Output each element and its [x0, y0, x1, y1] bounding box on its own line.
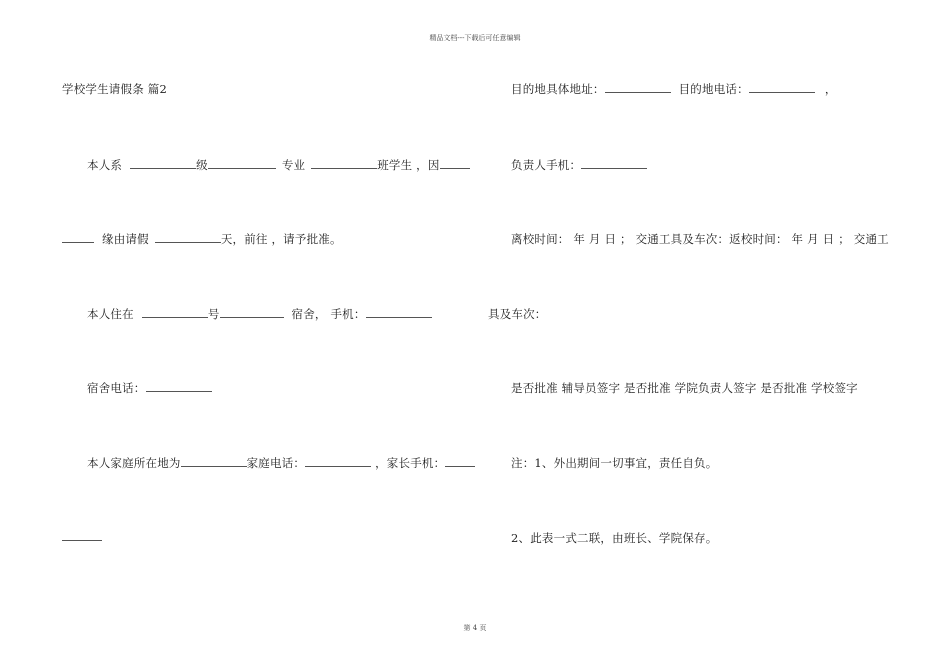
blank-major[interactable] [311, 158, 377, 169]
right-row-7: 2、此表一式二联，由班长、学院保存。 [511, 531, 718, 545]
blank-days[interactable] [155, 232, 221, 243]
blank-dept[interactable] [130, 158, 196, 169]
label-dest-addr: 目的地具体地址： [511, 82, 605, 96]
right-row-2 [511, 157, 647, 173]
blank-contact-mobile[interactable] [581, 158, 647, 169]
label-dorm-phone: 宿舍， 手机： [291, 307, 366, 321]
left-row-4 [87, 380, 212, 396]
label-contact-mobile: 负责人手机： [511, 158, 582, 172]
page-footer: 第 4 页 [463, 624, 487, 632]
blank-dest-addr[interactable] [605, 82, 671, 93]
label-comma: ， [824, 82, 837, 96]
label-number: 号 [207, 307, 220, 321]
label-home-tel: 家庭电话： [246, 456, 306, 470]
label-major: 专业 [281, 158, 306, 172]
label-class: 班学生 ，因 [377, 158, 440, 172]
left-row-1 [87, 157, 470, 173]
left-row-6 [62, 530, 102, 544]
left-row-2 [62, 231, 342, 247]
right-row-3: 离校时间： 年 月 日 ； 交通工具及车次：返校时间： 年 月 日 ； 交通工 [511, 232, 889, 246]
right-row-5: 是否批准 辅导员签字 是否批准 学院负责人签字 是否批准 学校签字 [511, 381, 858, 395]
page-header: 精品文档---下载后可任意编辑 [429, 34, 521, 42]
left-row-3 [87, 306, 432, 322]
blank-room[interactable] [220, 307, 284, 318]
blank-home[interactable] [181, 456, 247, 467]
label-dest-tel: 目的地电话： [678, 82, 749, 96]
blank-mobile[interactable] [366, 307, 432, 318]
form-title: 学校学生请假条 篇2 [62, 82, 167, 96]
blank-parent-mobile[interactable] [445, 456, 475, 467]
blank-grade[interactable] [208, 158, 276, 169]
right-row-6: 注：1、外出期间一切事宜，责任自负。 [511, 456, 718, 470]
blank-reason-start[interactable] [440, 158, 470, 169]
label-live: 本人住在 [87, 307, 134, 321]
blank-reason[interactable] [62, 232, 94, 243]
right-row-1 [511, 81, 837, 97]
blank-building[interactable] [142, 307, 208, 318]
label-dept: 本人系 [87, 158, 123, 172]
blank-home-tel[interactable] [305, 456, 371, 467]
label-leave: 缘由请假 [102, 232, 149, 246]
right-row-4: 具及车次： [488, 307, 547, 321]
label-days: 天，前往 ，请予批准。 [220, 232, 342, 246]
blank-parent-mobile-cont[interactable] [62, 530, 102, 541]
label-home: 本人家庭所在地为 [87, 456, 181, 470]
blank-dorm-tel[interactable] [146, 381, 212, 392]
left-row-5 [87, 455, 475, 471]
blank-dest-tel[interactable] [749, 82, 815, 93]
label-parent-mobile: ，家长手机： [375, 456, 446, 470]
label-grade: 级 [196, 158, 208, 172]
label-dorm-tel: 宿舍电话： [87, 381, 146, 395]
